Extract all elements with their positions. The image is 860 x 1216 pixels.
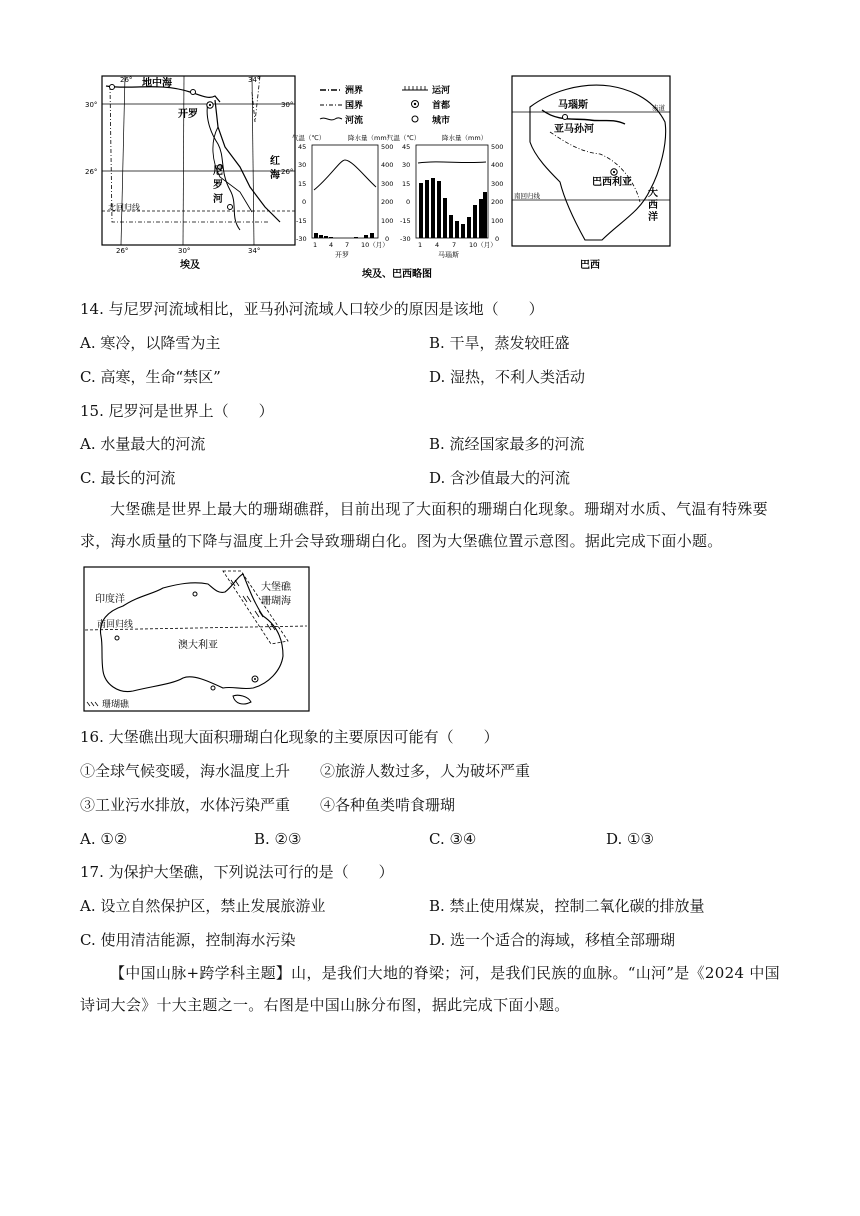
figure1-caption: 埃及、巴西略图 <box>362 269 432 280</box>
map-legend <box>320 84 451 126</box>
tick-p-100-a: 100 <box>381 217 394 225</box>
egypt-lon-26-bottom: 26° <box>116 247 129 255</box>
tick-p-300-a: 300 <box>381 180 394 188</box>
australia-label: 澳大利亚 <box>178 640 218 651</box>
q14-stem: 14. 与尼罗河流域相比，亚马孙河流域人口较少的原因是该地（ ） <box>80 300 544 318</box>
egypt-lon-34-bottom: 34° <box>248 247 261 255</box>
legend-national-border: 国界 <box>345 101 364 111</box>
tick-t-45-a: 45 <box>298 143 307 151</box>
q15-option-c[interactable]: C. 最长的河流 <box>80 469 176 487</box>
nile-label-2: 罗 <box>213 180 223 191</box>
q14-option-b[interactable]: B. 干旱，蒸发较旺盛 <box>429 334 570 352</box>
passage-great-barrier-reef: 大堡礁是世界上最大的珊瑚礁群，目前出现了大面积的珊瑚白化现象。珊瑚对水质、气温有特殊要求，海水质量的下降与温度上升会导致珊瑚白化。图为大堡礁位置示意图。据此完成下面小题。 <box>80 500 768 550</box>
egypt-lon-30-bottom: 30° <box>178 247 191 255</box>
q17-option-d[interactable]: D. 选一个适合的海域，移植全部珊瑚 <box>429 931 676 949</box>
cairo-chart-name: 开罗 <box>335 251 349 259</box>
tick-t-15-b: 15 <box>402 180 411 188</box>
q15-option-b[interactable]: B. 流经国家最多的河流 <box>429 435 585 453</box>
passage-china-mountains: 【中国山脉+跨学科主题】山，是我们大地的脊梁；河，是我们民族的血脉。“山河”是《2024 中国诗词大会》十大主题之一。右图是中国山脉分布图，据此完成下面小题。 <box>80 964 780 1014</box>
egypt-lat-30-right: 30° <box>281 101 294 109</box>
indian-ocean-label: 印度洋 <box>95 594 125 605</box>
cairo-temp-axis-label: 气温（℃） <box>292 134 326 142</box>
tick-t-m30-a: -30 <box>296 235 307 243</box>
red-sea-label-1: 红 <box>270 156 280 167</box>
q16-option-b[interactable]: B. ②③ <box>254 830 302 848</box>
tick-t-0-a: 0 <box>302 198 307 206</box>
legend-canal: 运河 <box>432 86 451 96</box>
egypt-lat-30-left: 30° <box>85 101 98 109</box>
q16-option-a[interactable]: A. ①② <box>80 830 128 848</box>
atlantic-label-2: 西 <box>648 200 658 211</box>
egypt-lat-26-left: 26° <box>85 168 98 176</box>
legend-continent-border: 洲界 <box>345 86 364 96</box>
q14-option-c[interactable]: C. 高寒，生命“禁区” <box>80 368 221 386</box>
brazil-title: 巴西 <box>580 260 600 271</box>
figure-great-barrier-reef <box>83 566 311 714</box>
q16-option-c[interactable]: C. ③④ <box>429 830 477 848</box>
manaus-temp-axis-label: 气温（℃） <box>387 134 421 142</box>
reef-legend-label: 珊瑚礁 <box>102 700 130 710</box>
brazil-equator-label: 赤道 <box>652 104 665 112</box>
legend-city: 城市 <box>432 116 451 126</box>
coral-sea-label: 珊瑚海 <box>261 596 291 607</box>
brazil-tropic-label: 南回归线 <box>514 192 540 200</box>
q15-option-d[interactable]: D. 含沙值最大的河流 <box>429 469 571 487</box>
tick-p-0-b: 0 <box>495 235 500 243</box>
egypt-lon-26-top: 26° <box>120 76 133 84</box>
manaus-chart-name: 马瑙斯 <box>438 251 459 259</box>
tick-m10-a: 10（月） <box>361 241 389 249</box>
tick-t-15-a: 15 <box>298 180 307 188</box>
tick-t-0-b: 0 <box>406 198 411 206</box>
tick-t-m30-b: -30 <box>400 235 411 243</box>
q16-stem: 16. 大堡礁出现大面积珊瑚白化现象的主要原因可能有（ ） <box>80 728 499 746</box>
tick-m7-a: 7 <box>345 241 350 249</box>
atlantic-label-3: 洋 <box>648 212 658 223</box>
brazil-map <box>512 76 670 271</box>
tick-m1-b: 1 <box>418 241 423 249</box>
tick-p-400-a: 400 <box>381 161 394 169</box>
figure-egypt-brazil-svg <box>80 72 680 287</box>
tick-m4-b: 4 <box>435 241 440 249</box>
tick-t-m15-a: -15 <box>296 217 307 225</box>
egypt-tropic-label: 北回归线 <box>108 203 140 212</box>
tick-t-30-a: 30 <box>298 161 307 169</box>
red-sea-label-2: 海 <box>270 170 280 181</box>
tick-p-500-b: 500 <box>491 143 504 151</box>
tick-t-45-b: 45 <box>402 143 411 151</box>
tick-m1-a: 1 <box>313 241 318 249</box>
tick-p-500-a: 500 <box>381 143 394 151</box>
cairo-label: 开罗 <box>178 109 198 120</box>
tick-t-m15-b: -15 <box>400 217 411 225</box>
brasilia-label: 巴西利亚 <box>592 177 632 188</box>
q15-stem: 15. 尼罗河是世界上（ ） <box>80 402 274 420</box>
q17-option-c[interactable]: C. 使用清洁能源，控制海水污染 <box>80 931 296 949</box>
gbr-label: 大堡礁 <box>261 582 291 593</box>
tick-t-30-b: 30 <box>402 161 411 169</box>
tick-p-200-b: 200 <box>491 198 504 206</box>
tick-m7-b: 7 <box>452 241 457 249</box>
atlantic-label-1: 大 <box>648 188 658 199</box>
climate-axis-ticks <box>296 143 503 249</box>
nile-label-3: 河 <box>213 194 223 205</box>
tick-p-100-b: 100 <box>491 217 504 225</box>
figure-egypt-brazil <box>80 72 680 287</box>
q14-option-d[interactable]: D. 湿热，不利人类活动 <box>429 368 586 386</box>
tick-p-300-b: 300 <box>491 180 504 188</box>
q16-statement-1: ①全球气候变暖，海水温度上升 <box>80 762 291 780</box>
manaus-precip-axis-label: 降水量（mm） <box>442 134 488 142</box>
q14-option-a[interactable]: A. 寒冷，以降雪为主 <box>80 334 221 352</box>
egypt-map <box>85 76 295 271</box>
legend-capital: 首都 <box>432 101 451 111</box>
q17-option-b[interactable]: B. 禁止使用煤炭，控制二氧化碳的排放量 <box>429 897 705 915</box>
q16-statement-4: ④各种鱼类啃食珊瑚 <box>320 796 456 814</box>
legend-river: 河流 <box>345 116 364 126</box>
australia-tropic-label: 南回归线 <box>97 620 134 630</box>
figure-gbr-svg <box>83 566 311 714</box>
egypt-lat-26-right: 26° <box>281 168 294 176</box>
tick-p-200-a: 200 <box>381 198 394 206</box>
manaus-label: 马瑙斯 <box>558 100 588 111</box>
q17-stem: 17. 为保护大堡礁，下列说法可行的是（ ） <box>80 863 394 881</box>
q16-statement-2: ②旅游人数过多，人为破坏严重 <box>320 762 531 780</box>
tick-m10-b: 10（月） <box>469 241 497 249</box>
egypt-title: 埃及 <box>180 260 200 271</box>
q16-statement-3: ③工业污水排放，水体污染严重 <box>80 796 291 814</box>
tick-m4-a: 4 <box>329 241 334 249</box>
mediterranean-label: 地中海 <box>142 78 172 89</box>
egypt-lon-34-top: 34° <box>248 76 261 84</box>
nile-label-1: 尼 <box>213 166 223 177</box>
tick-p-400-b: 400 <box>491 161 504 169</box>
tick-p-0-a: 0 <box>385 235 390 243</box>
cairo-precip-axis-label: 降水量（mm） <box>348 134 394 142</box>
q16-option-d[interactable]: D. ①③ <box>606 830 654 848</box>
amazon-label: 亚马孙河 <box>554 124 594 135</box>
q15-option-a[interactable]: A. 水量最大的河流 <box>80 435 206 453</box>
q17-option-a[interactable]: A. 设立自然保护区，禁止发展旅游业 <box>80 897 326 915</box>
